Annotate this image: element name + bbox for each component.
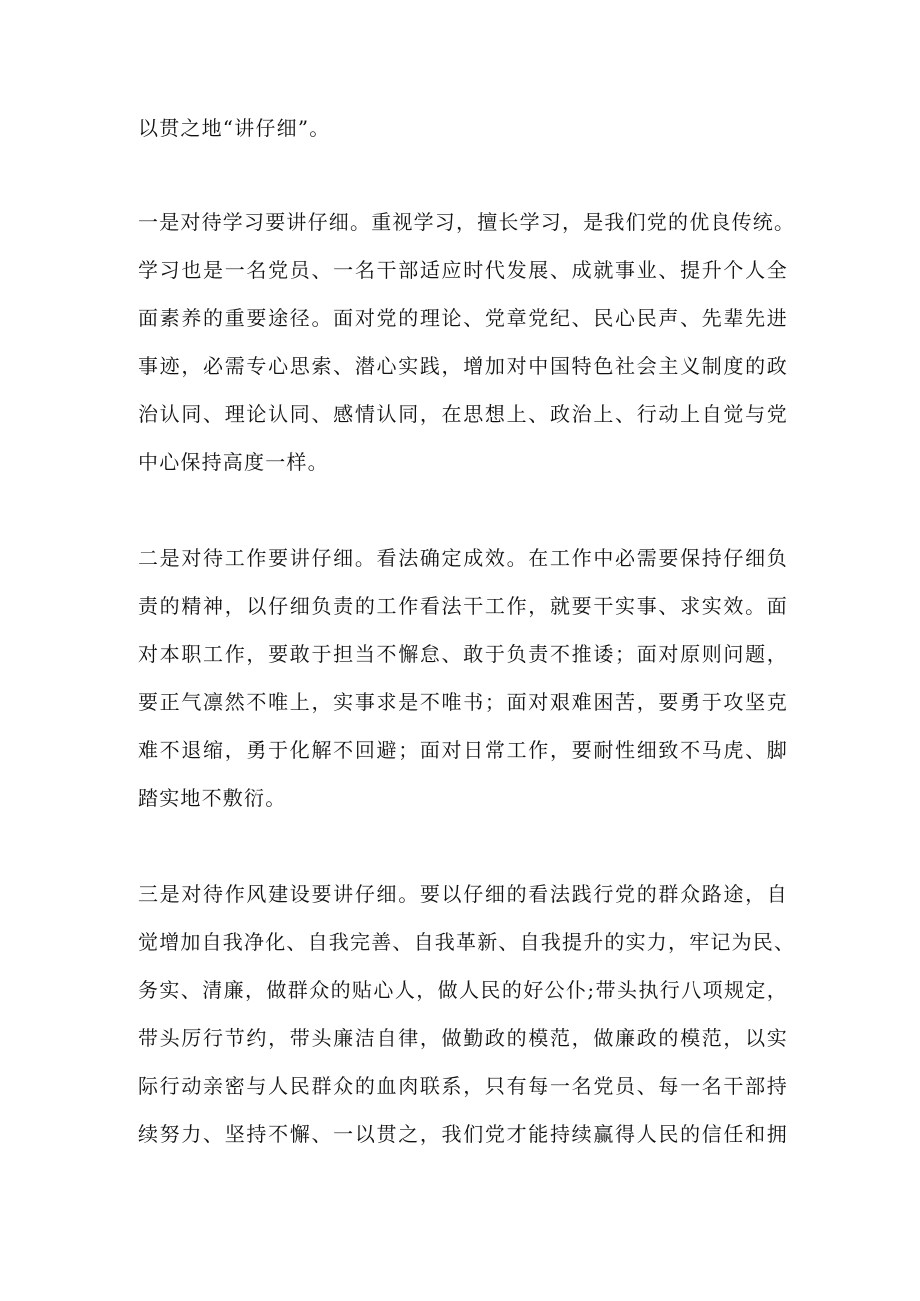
paragraph-2-line-2: 责的精神，以仔细负责的工作看法干工作，就要干实事、求实效。面	[138, 594, 788, 618]
paragraph-2-line-5: 难不退缩，勇于化解不回避；面对日常工作，要耐性细致不马虎、脚	[138, 738, 788, 762]
paragraph-3-line-1: 三是对待作风建设要讲仔细。要以仔细的看法践行党的群众路途，自	[138, 882, 788, 906]
paragraph-1-line-1: 一是对待学习要讲仔细。重视学习，擅长学习，是我们党的优良传统。	[138, 210, 796, 234]
paragraph-3-line-3: 务实、清廉，做群众的贴心人，做人民的好公仆;带头执行八项规定，	[138, 978, 788, 1002]
paragraph-2-line-3: 对本职工作，要敢于担当不懈怠、敢于负责不推诿；面对原则问题，	[138, 642, 788, 666]
paragraph-1-line-3: 面素养的重要途径。面对党的理论、党章党纪、民心民声、先辈先进	[138, 306, 788, 330]
paragraph-2-line-6: 踏实地不敷衍。	[138, 786, 287, 810]
intro-line: 以贯之地“讲仔细”。	[138, 116, 331, 140]
paragraph-1-line-4: 事迹，必需专心思索、潜心实践，增加对中国特色社会主义制度的政	[138, 354, 788, 378]
paragraph-3-line-4: 带头厉行节约，带头廉洁自律，做勤政的模范，做廉政的模范，以实	[138, 1026, 788, 1050]
paragraph-2-line-4: 要正气凛然不唯上，实事求是不唯书；面对艰难困苦，要勇于攻坚克	[138, 690, 788, 714]
paragraph-1-line-5: 治认同、理论认同、感情认同，在思想上、政治上、行动上自觉与党	[138, 402, 788, 426]
paragraph-3-line-6: 续努力、坚持不懈、一以贯之，我们党才能持续赢得人民的信任和拥	[138, 1122, 788, 1146]
paragraph-2-line-1: 二是对待工作要讲仔细。看法确定成效。在工作中必需要保持仔细负	[138, 546, 788, 570]
paragraph-3-line-2: 觉增加自我净化、自我完善、自我革新、自我提升的实力，牢记为民、	[138, 930, 796, 954]
paragraph-1-line-2: 学习也是一名党员、一名干部适应时代发展、成就事业、提升个人全	[138, 258, 788, 282]
paragraph-1-line-6: 中心保持高度一样。	[138, 450, 329, 474]
paragraph-3-line-5: 际行动亲密与人民群众的血肉联系，只有每一名党员、每一名干部持	[138, 1074, 788, 1098]
